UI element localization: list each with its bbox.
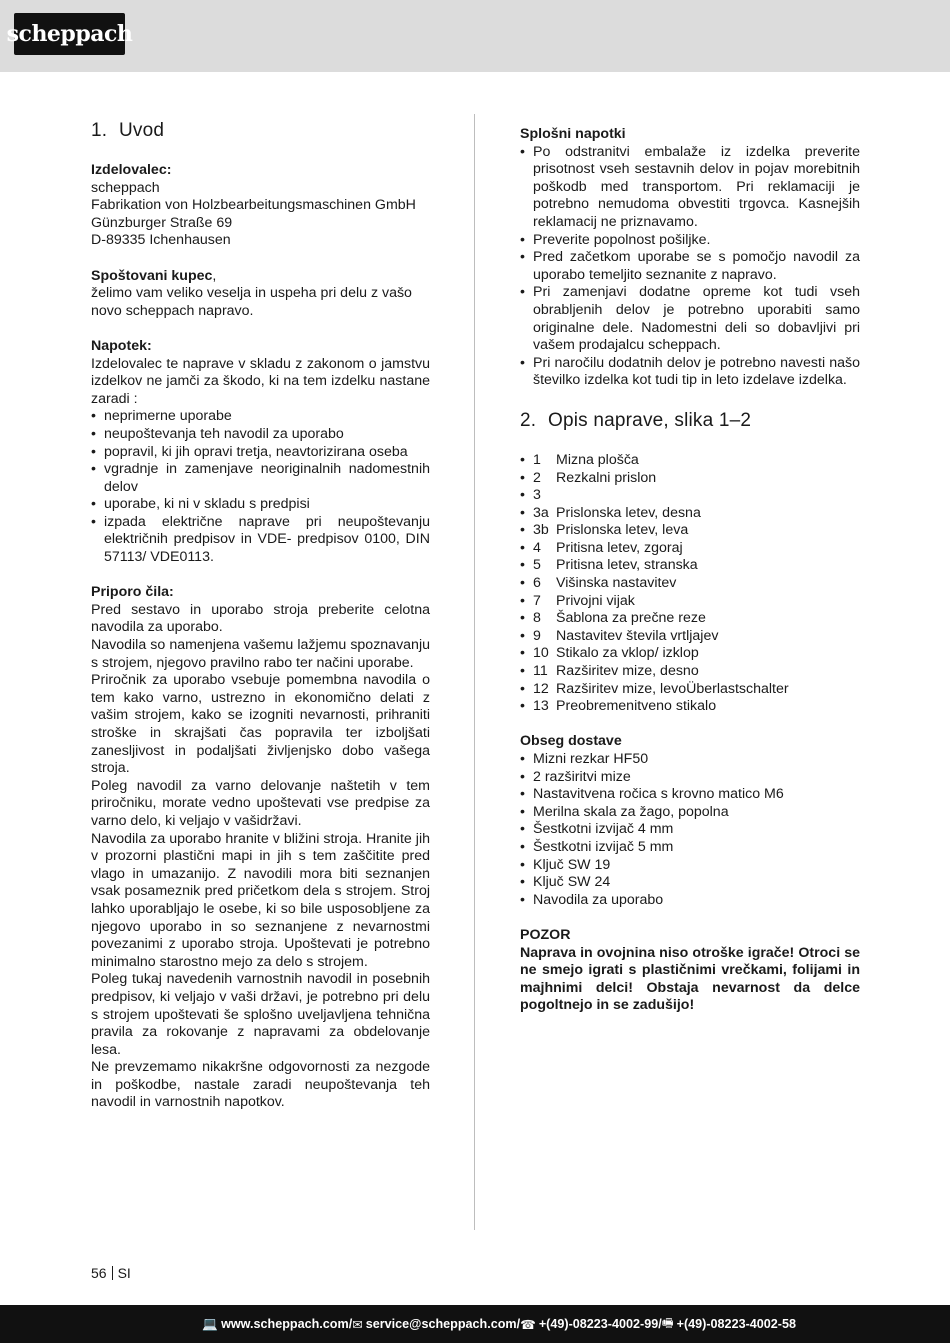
footer-web[interactable]: www.scheppach.com <box>221 1317 349 1331</box>
list-item: • neprimerne uporabe <box>91 408 430 426</box>
parts-list-item: • 6 Višinska nastavitev <box>520 575 860 593</box>
parts-list-item: • 3b Prislonska letev, leva <box>520 522 860 540</box>
list-item: • uporabe, ki ni v skladu s predpisi <box>91 496 430 514</box>
list-item: • Šestkotni izvijač 4 mm <box>520 821 860 839</box>
recommendation-paragraph: Ne prevzemamo nikakršne odgovornosti za nezgode in poškodbe, nastale zaradi neupoštevanja teh navodil in varnostnih napotkov. <box>91 1059 430 1111</box>
note-list <box>91 408 430 566</box>
recommendation-paragraph: Pred sestavo in uporabo stroja preberite celotna navodila za uporabo. <box>91 601 430 636</box>
general-notes-block <box>520 126 860 390</box>
warning-block <box>520 927 860 1015</box>
list-item: • Preverite popolnost pošiljke. <box>520 232 860 250</box>
footer-email[interactable]: service@scheppach.com <box>365 1317 517 1331</box>
recommendation-paragraph: Poleg navodil za varno delovanje naštetih v tem priročniku, morate vedno upoštevati vse predpise za varno delo, ki veljajo v vašidržavi. <box>91 777 430 829</box>
list-item: • Nastavitvena ročica s krovno matico M6 <box>520 786 860 804</box>
greeting-heading-tail: , <box>212 267 217 284</box>
list-item: • izpada električne naprave pri neupoštevanju električnih predpisov in VDE- predpisov 0100, DIN 57113/ VDE0113. <box>91 514 430 567</box>
footer-fax: +(49)-08223-4002-58 <box>676 1317 796 1331</box>
parts-list-item: • 3a Prislonska letev, desna <box>520 505 860 523</box>
list-item: • vgradnje in zamenjave neoriginalnih nadomestnih delov <box>91 461 430 496</box>
page-number: 56 SI <box>91 1265 131 1281</box>
general-notes-heading: Splošni napotki <box>520 126 626 142</box>
list-item: • Pred začetkom uporabe se s pomočjo navodil za uporabo temeljito seznanite z napravo. <box>520 249 860 284</box>
telephone-icon: ☎ <box>520 1317 536 1332</box>
parts-list-item: • 4 Pritisna letev, zgoraj <box>520 540 860 558</box>
section-2-heading: 2. Opis naprave, slika 1–2 <box>520 409 752 431</box>
recommendation-paragraph: Poleg tukaj navedenih varnostnih navodil in posebnih predpisov, ki veljajo v vaši državi, je potrebno pri delu s strojem upoštevati še splošno uveljavljena tehnična pravila za rokovanje z napravami za obdelovanje lesa. <box>91 971 430 1058</box>
parts-list <box>520 452 860 716</box>
computer-icon: 💻 <box>202 1316 219 1331</box>
list-item: • Navodila za uporabo <box>520 892 860 910</box>
footer-phone: +(49)-08223-4002-99 <box>538 1317 659 1331</box>
recommendation-paragraph: Navodila za uporabo hranite v bližini stroja. Hranite jih v prozorni plastični mapi in jih s tem zaščitite pred vlago in umazanijo. Z navodili mora biti seznanjen vsak posameznik pred pričetkom dela s strojem. Stroj lahko uporabljajo le osebe, ki so bile usposobljene za njegovo uporabo in so seznanjene z nevarnostmi povezanimi z uporabo stroja. Upoštevati je potrebno minimalno starostno mejo za delo s strojem. <box>91 830 430 970</box>
note-intro: Izdelovalec te naprave v skladu z zakonom o jamstvu izdelkov ne jamči za škodo, ki na tem izdelku nastane zaradi : <box>91 355 430 407</box>
list-item: • Po odstranitvi embalaže iz izdelka preverite prisotnost vseh sestavnih delov in pojav morebitnih poškodb med transportom. Pri reklamaciji je potrebno nemudoma obvestiti trgovca. Kasnejših reklamacij ne priznavamo. <box>520 144 860 232</box>
note-block <box>91 338 430 567</box>
parts-list-item: • 5 Pritisna letev, stranska <box>520 557 860 575</box>
manufacturer-line: scheppach <box>91 179 160 196</box>
manufacturer-line: Günzburger Straße 69 <box>91 214 233 231</box>
recommendation-paragraph: Priročnik za uporabo vsebuje pomembna navodila o tem kako varno, ustrezno in ekonomično delati z vašim strojem, kako se izogniti nevarnosti, prihraniti stroške in skrajšati čas popravila ter izboljšati zanesljivost in podaljšati življenjsko dobo vašega stroja. <box>91 672 430 777</box>
warning-text: Naprava in ovojnina niso otroške igrače! Otroci se ne smejo igrati s plastičnimi vrečkami, folijami in majhnimi delci! Obstaja nevarnost da delce pogoltnejo in se zadušijo! <box>520 944 860 1014</box>
scheppach-logo: scheppach <box>14 13 125 55</box>
recommendation-block <box>91 584 430 1112</box>
recommendation-paragraph: Navodila so namenjena vašemu lažjemu spoznavanju s strojem, njegovo pravilno rabo ter načini uporabe. <box>91 637 430 671</box>
fax-icon: 🖷 <box>661 1315 674 1330</box>
list-item: • popravil, ki jih opravi tretja, neavtorizirana oseba <box>91 444 430 462</box>
list-item: • Merilna skala za žago, popolna <box>520 804 860 822</box>
delivery-heading: Obseg dostave <box>520 733 622 750</box>
envelope-icon: ✉ <box>352 1317 363 1332</box>
parts-list-item: • 8 Šablona za prečne reze <box>520 610 860 628</box>
parts-list-item: • 3 <box>520 487 860 505</box>
list-item: • Šestkotni izvijač 5 mm <box>520 839 860 857</box>
greeting-heading: Spoštovani kupec <box>91 267 213 284</box>
footer-bar: 💻 www.scheppach.com / ✉ service@scheppach.com / ☎ +(49)-08223-4002-99 / 🖷 +(49)-08223-4002-58 <box>0 1305 950 1343</box>
manufacturer-block <box>91 162 430 250</box>
left-column <box>91 120 430 1112</box>
recommendation-heading: Priporo čila: <box>91 584 174 601</box>
list-item: • Pri naročilu dodatnih delov je potrebno navesti našo številko izdelka kot tudi tip in leto izdelave izdelka. <box>520 355 860 390</box>
list-item: • neupoštevanja teh navodil za uporabo <box>91 426 430 444</box>
parts-list-item: • 7 Privojni vijak <box>520 593 860 611</box>
parts-list-item: • 12 Razširitev mize, levoÜberlastschalter <box>520 681 860 699</box>
parts-list-item: • 1 Mizna plošča <box>520 452 860 470</box>
manufacturer-line: Fabrikation von Holzbearbeitungsmaschinen GmbH <box>91 197 416 214</box>
manufacturer-heading: Izdelovalec: <box>91 162 172 178</box>
right-column <box>520 126 860 1015</box>
column-divider <box>474 114 475 1230</box>
delivery-list <box>520 751 860 909</box>
warning-heading: POZOR <box>520 926 571 943</box>
note-heading: Napotek: <box>91 337 152 354</box>
list-item: • Mizni rezkar HF50 <box>520 751 860 769</box>
parts-list-item: • 10 Stikalo za vklop/ izklop <box>520 645 860 663</box>
section-1-heading: 1. Uvod <box>91 120 165 141</box>
delivery-block <box>520 733 860 909</box>
general-notes-list <box>520 144 860 390</box>
parts-list-item: • 9 Nastavitev števila vrtljajev <box>520 628 860 646</box>
list-item: • Ključ SW 19 <box>520 857 860 875</box>
list-item: • Ključ SW 24 <box>520 874 860 892</box>
parts-list-item: • 13 Preobremenitveno stikalo <box>520 698 860 716</box>
parts-list-item: • 2 Rezkalni prislon <box>520 470 860 488</box>
list-item: • 2 razširitvi mize <box>520 769 860 787</box>
greeting-block <box>91 268 430 321</box>
manufacturer-line: D-89335 Ichenhausen <box>91 232 231 249</box>
header-bar <box>0 0 950 72</box>
list-item: • Pri zamenjavi dodatne opreme kot tudi vseh obrabljenih delov je potrebno uporabiti samo originalne dele. Nadomestni deli so dobavljivi pri vašem prodajalcu scheppach. <box>520 284 860 354</box>
parts-list-item: • 11 Razširitev mize, desno <box>520 663 860 681</box>
greeting-text: želimo vam veliko veselja in uspeha pri delu z vašo novo scheppach napravo. <box>91 285 412 319</box>
